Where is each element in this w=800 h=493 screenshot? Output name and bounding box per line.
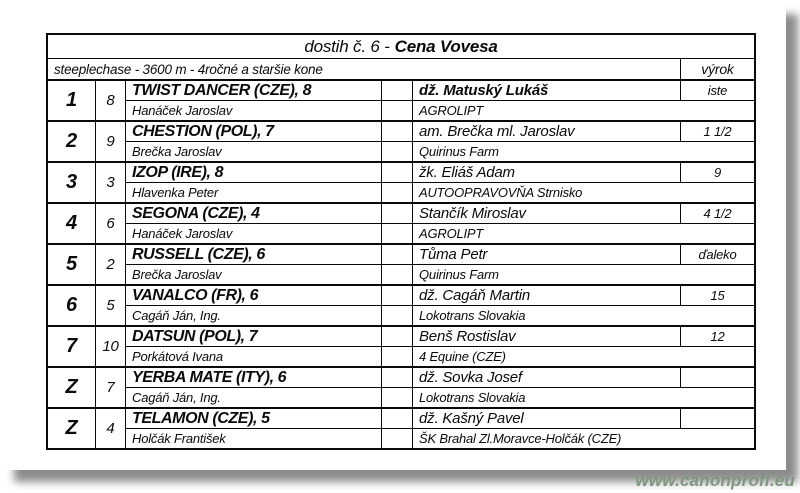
verdict: 9 (680, 163, 754, 183)
result-row (48, 163, 754, 204)
race-title (48, 35, 754, 59)
spacer-cell (381, 183, 412, 202)
result-row (48, 327, 754, 368)
spacer-cell (381, 429, 412, 448)
result-row (48, 81, 754, 122)
horse-name: IZOP (IRE), 8 (125, 163, 381, 183)
spacer-cell (381, 142, 412, 161)
spacer-cell (381, 306, 412, 325)
horse-name: VANALCO (FR), 6 (125, 286, 381, 306)
owner-name: AGROLIPT (412, 101, 754, 120)
spacer-cell (381, 388, 412, 407)
result-row (48, 204, 754, 245)
start-number: 9 (95, 122, 125, 161)
finish-position: Z (65, 376, 78, 398)
results-table-body (48, 81, 754, 448)
finish-position: 3 (66, 171, 77, 193)
owner-name: 4 Equine (CZE) (412, 347, 754, 366)
horse-name: DATSUN (POL), 7 (125, 327, 381, 347)
start-number: 5 (95, 286, 125, 325)
result-row (48, 245, 754, 286)
race-results-table (46, 33, 756, 450)
verdict: ďaleko (680, 245, 754, 265)
trainer-name: Hanáček Jaroslav (125, 224, 381, 243)
spacer-cell (381, 224, 412, 243)
finish-position: 2 (66, 130, 77, 152)
spacer-cell (381, 122, 412, 142)
jockey-name: žk. Eliáš Adam (412, 163, 680, 183)
start-number: 4 (95, 409, 125, 448)
watermark: www.canonprofi.eu (635, 471, 795, 490)
race-title-prefix: dostih č. 6 - (304, 36, 390, 56)
spacer-cell (381, 265, 412, 284)
start-number: 2 (95, 245, 125, 284)
result-row (48, 122, 754, 163)
spacer-cell (381, 327, 412, 347)
race-conditions-row (48, 59, 754, 81)
trainer-name: Cagáň Ján, Ing. (125, 306, 381, 325)
verdict-column-header: výrok (680, 59, 754, 79)
result-row (48, 368, 754, 409)
start-number: 6 (95, 204, 125, 243)
result-row (48, 409, 754, 448)
spacer-cell (381, 204, 412, 224)
jockey-name: dž. Sovka Josef (412, 368, 680, 388)
spacer-cell (381, 286, 412, 306)
owner-name: Lokotrans Slovakia (412, 388, 754, 407)
race-name: Cena Vovesa (394, 36, 498, 56)
jockey-name: Stančík Miroslav (412, 204, 680, 224)
jockey-name: dž. Kašný Pavel (412, 409, 680, 429)
owner-name: Quirinus Farm (412, 142, 754, 161)
finish-position: 6 (66, 294, 77, 316)
spacer-cell (381, 101, 412, 120)
finish-position: 5 (66, 253, 77, 275)
horse-name: RUSSELL (CZE), 6 (125, 245, 381, 265)
spacer-cell (381, 81, 412, 101)
verdict: 4 1/2 (680, 204, 754, 224)
jockey-name: dž. Cagáň Martin (412, 286, 680, 306)
owner-name: Lokotrans Slovakia (412, 306, 754, 325)
owner-name: AUTOOPRAVOVŇA Strnisko (412, 183, 754, 202)
horse-name: TELAMON (CZE), 5 (125, 409, 381, 429)
verdict: iste (680, 81, 754, 101)
spacer-cell (381, 368, 412, 388)
verdict: 1 1/2 (680, 122, 754, 142)
verdict (680, 368, 754, 388)
start-number: 7 (95, 368, 125, 407)
jockey-name: Tůma Petr (412, 245, 680, 265)
start-number: 8 (95, 81, 125, 120)
horse-name: CHESTION (POL), 7 (125, 122, 381, 142)
verdict (680, 409, 754, 429)
spacer-cell (381, 347, 412, 366)
horse-name: SEGONA (CZE), 4 (125, 204, 381, 224)
spacer-cell (381, 163, 412, 183)
race-conditions: steeplechase - 3600 m - 4ročné a staršie kone (54, 61, 323, 77)
horse-name: TWIST DANCER (CZE), 8 (125, 81, 381, 101)
trainer-name: Brečka Jaroslav (125, 142, 381, 161)
trainer-name: Holčák František (125, 429, 381, 448)
trainer-name: Cagáň Ján, Ing. (125, 388, 381, 407)
horse-name: YERBA MATE (ITY), 6 (125, 368, 381, 388)
start-number: 3 (95, 163, 125, 202)
trainer-name: Hanáček Jaroslav (125, 101, 381, 120)
finish-position: 7 (66, 335, 77, 357)
jockey-name: am. Brečka ml. Jaroslav (412, 122, 680, 142)
owner-name: ŠK Brahal Zl.Moravce-Holčák (CZE) (412, 429, 754, 448)
verdict: 12 (680, 327, 754, 347)
verdict: 15 (680, 286, 754, 306)
finish-position: Z (65, 417, 78, 439)
spacer-cell (381, 245, 412, 265)
trainer-name: Hlavenka Peter (125, 183, 381, 202)
finish-position: 1 (66, 89, 77, 111)
spacer-cell (381, 409, 412, 429)
owner-name: AGROLIPT (412, 224, 754, 243)
jockey-name: Benš Rostislav (412, 327, 680, 347)
owner-name: Quirinus Farm (412, 265, 754, 284)
finish-position: 4 (66, 212, 77, 234)
jockey-name: dž. Matuský Lukáš (412, 81, 680, 101)
result-row (48, 286, 754, 327)
trainer-name: Brečka Jaroslav (125, 265, 381, 284)
trainer-name: Porkátová Ivana (125, 347, 381, 366)
start-number: 10 (95, 327, 125, 366)
